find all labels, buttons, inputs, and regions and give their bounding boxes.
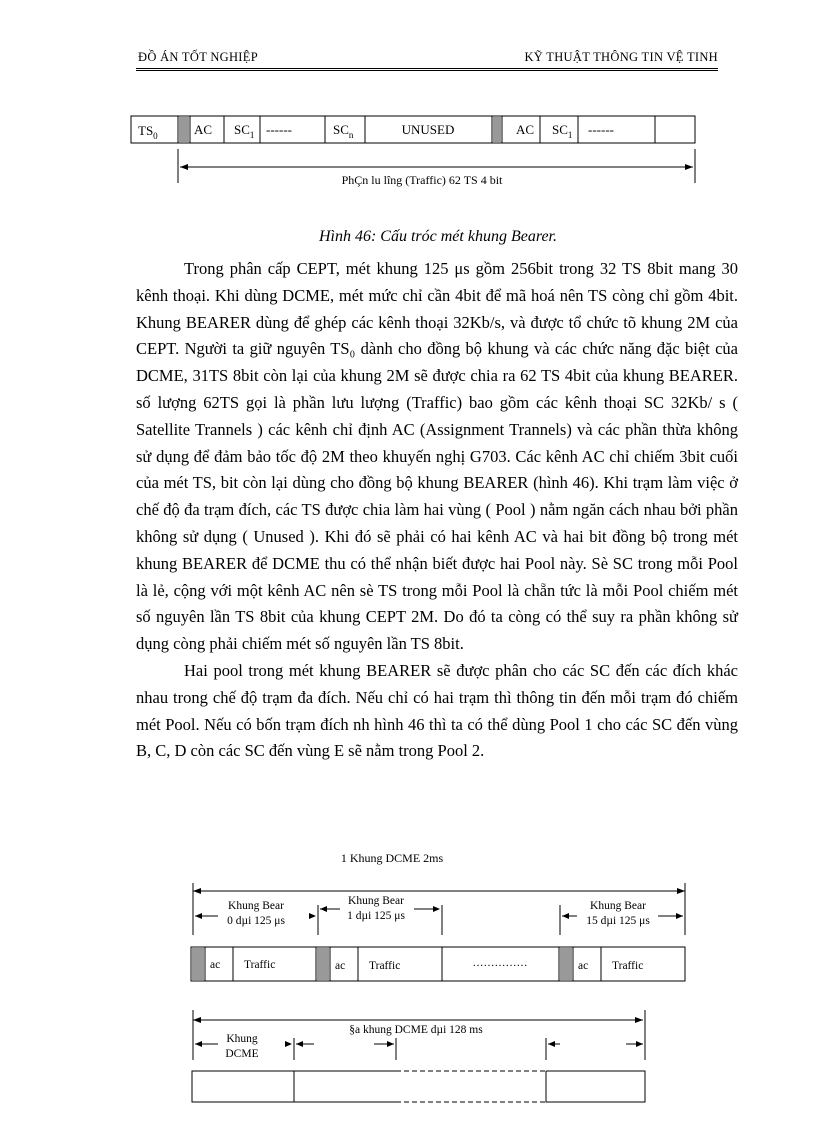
row-ac-2: ac (335, 960, 346, 972)
figure-caption: Hình 46: Cấu tróc mét khung Bearer. (318, 228, 558, 245)
cell-sc1: $SC_1$ (234, 122, 255, 140)
cell-scn: $SC_n$ (333, 122, 354, 140)
sync-bit-shade-1 (179, 117, 189, 142)
bear15-line2: 15 dµi 125 μs (586, 915, 650, 927)
row-traffic-3: Traffic (612, 960, 644, 972)
bear0-line2: 0 dµi 125 μs (227, 915, 285, 927)
cell-sc1-2: $SC_1$ (552, 122, 573, 140)
header-rule (136, 68, 718, 74)
sync-bit-shade-2 (493, 117, 501, 142)
cell-ts0: $TS_0$ (138, 123, 158, 141)
row-ellipsis: …………… (472, 957, 528, 969)
bear15-line1: Khung Bear (590, 900, 646, 912)
header-right: KỸ THUẬT THÔNG TIN VỆ TINH (524, 50, 718, 64)
dcme-2ms-label: 1 Khung DCME 2ms (340, 851, 444, 865)
cell-ac-1: AC (194, 122, 213, 137)
cell-dashes-1: ------ (266, 122, 292, 137)
cell-dashes-2: ------ (588, 122, 614, 137)
bear0-line1: Khung Bear (228, 900, 284, 912)
paragraph-1: Trong phân cấp CEPT, mét khung 125 μs gồm 256bit trong 32 TS 8bit mang 30 kênh thoại. Khi dùng DCME, mét mức chỉ cần 4bit để mã hoá nên TS còng chỉ gồm 4bit. Khung BEARER dùng để ghép các kênh thoại 32Kb/s, và được tổ chức tõ khung 2M của CEPT. Người ta giữ nguyên TS₀ dành cho đồng bộ khung và các chức năng đặc biệt của DCME, 31TS 8bit còn lại của khung 2M sẽ được chia ra 62 TS 4bit của khung BEARER. số lượng 62TS gọi là phần lưu lượng (Traffic) bao gồm các kênh thoại SC 32Kb/ s ( Satellite Trannels ) các kênh chỉ định AC (Assignment Trannels) và các phần thừa không sử dụng để đảm bảo tốc độ 2M theo khuyến nghị G703. Các kênh AC chỉ chiếm 3bit cuối của mét TS, bit còn lại dùng cho đồng bộ khung BEARER (hình 46). Khi trạm làm việc ở chế độ đa trạm đích, các TS được chia làm hai vùng ( Pool ) nằm ngăn cách nhau bởi phần không sử dụng ( Unused ). Khi đó sẽ phải có hai kênh AC và hai bit đồng bộ trong mét khung BEARER để DCME thu có thể nhận biết được hai Pool này. Sè SC trong mỗi Pool là lẻ, cộng với một kênh AC nên sè TS trong mỗi Pool là chẵn tức là mỗi Pool chiếm mét số nguyên lần TS 8bit của khung CEPT 2M. Do đó ta còng có thể suy ra phần không sử dụng còng phải chiếm mét số nguyên lần TS 8bit. (136, 259, 738, 654)
traffic-span-label: PhÇn lu lîng (Traffic) 62 TS 4 bit (341, 173, 503, 187)
dcme-label-line2: DCME (225, 1048, 259, 1060)
body-text (136, 256, 738, 765)
dcme-label-line1: Khung (226, 1033, 258, 1045)
row-ac-1: ac (210, 959, 221, 971)
header-left: ĐỒ ÁN TỐT NGHIỆP (138, 50, 258, 64)
cell-ac-2: AC (516, 122, 535, 137)
paragraph-2: Hai pool trong mét khung BEARER sẽ được phân cho các SC đến các đích khác nhau trong chế độ trạm đa đích. Nếu chỉ có hai trạm thì thông tin đến mỗi trạm đó chiếm mét Pool. Nếu có bốn trạm đích nh hình 46 thì ta có thể dùng Pool 1 cho các SC đến vùng B, C, D còn các SC đến vùng E sẽ nằm trong Pool 2. (136, 660, 738, 761)
dcme-frame-diagram (0, 845, 816, 1115)
row-traffic-2: Traffic (369, 960, 401, 972)
row-ac-3: ac (578, 960, 589, 972)
multiframe-span-label: §a khung DCME dµi 128 ms (349, 1024, 483, 1036)
bearer-frame-diagram (0, 105, 816, 195)
bear1-line2: 1 dµi 125 μs (347, 910, 405, 922)
bear1-line1: Khung Bear (348, 895, 404, 907)
cell-unused: UNUSED (401, 122, 455, 137)
row-traffic-1: Traffic (244, 959, 276, 971)
